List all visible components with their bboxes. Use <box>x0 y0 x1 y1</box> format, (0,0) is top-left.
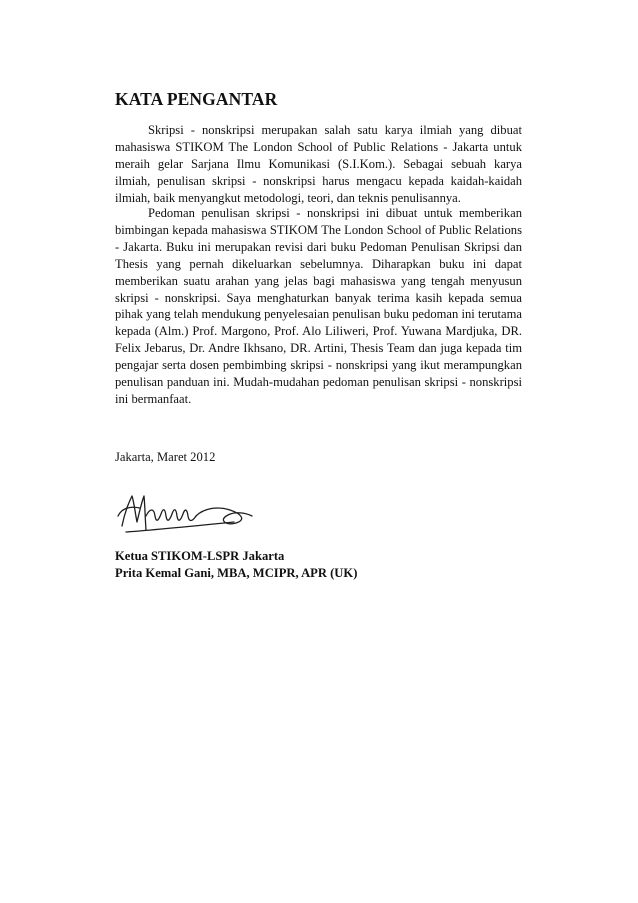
signatory-name: Prita Kemal Gani, MBA, MCIPR, APR (UK) <box>115 566 358 580</box>
signatory-block <box>115 548 357 582</box>
place-date: Jakarta, Maret 2012 <box>115 450 216 464</box>
paragraph-intro: Skripsi - nonskripsi merupakan salah satu karya ilmiah yang dibuat mahasiswa STIKOM The London School of Public Relations - Jakarta untuk meraih gelar Sarjana Ilmu Komunikasi (S.I.Kom.). Sebagai sebuah karya ilmiah, penulisan skripsi - nonskripsi harus mengacu kepada kaidah-kaidah ilmiah, baik menyangkut metodologi, teori, dan teknis penulisannya. <box>115 123 522 205</box>
page-title: KATA PENGANTAR <box>115 89 278 109</box>
signatory-title: Ketua STIKOM-LSPR Jakarta <box>115 549 285 563</box>
signature-icon <box>114 486 259 538</box>
paragraph-acknowledgement: Pedoman penulisan skripsi - nonskripsi ini dibuat untuk memberikan bimbingan kepada mahasiswa STIKOM The London School of Public Relations - Jakarta. Buku ini merupakan revisi dari buku Pedoman Penulisan Skripsi dan Thesis yang pernah dikeluarkan sebelumnya. Diharapkan buku ini dapat memberikan suatu arahan yang jelas bagi mahasiswa yang tengah menyusun skripsi - nonskripsi. Saya menghaturkan banyak terima kasih kepada semua pihak yang telah mendukung penyelesaian penulisan buku pedoman ini terutama kepada (Alm.) Prof. Margono, Prof. Alo Liliweri, Prof. Yuwana Mardjuka, DR. Felix Jebarus, Dr. Andre Ikhsano, DR. Artini, Thesis Team dan juga kepada tim pengajar serta dosen pembimbing skripsi - nonskripsi yang ikut merampungkan penulisan panduan ini. Mudah-mudahan pedoman penulisan skripsi - nonskripsi ini bermanfaat. <box>115 206 522 406</box>
